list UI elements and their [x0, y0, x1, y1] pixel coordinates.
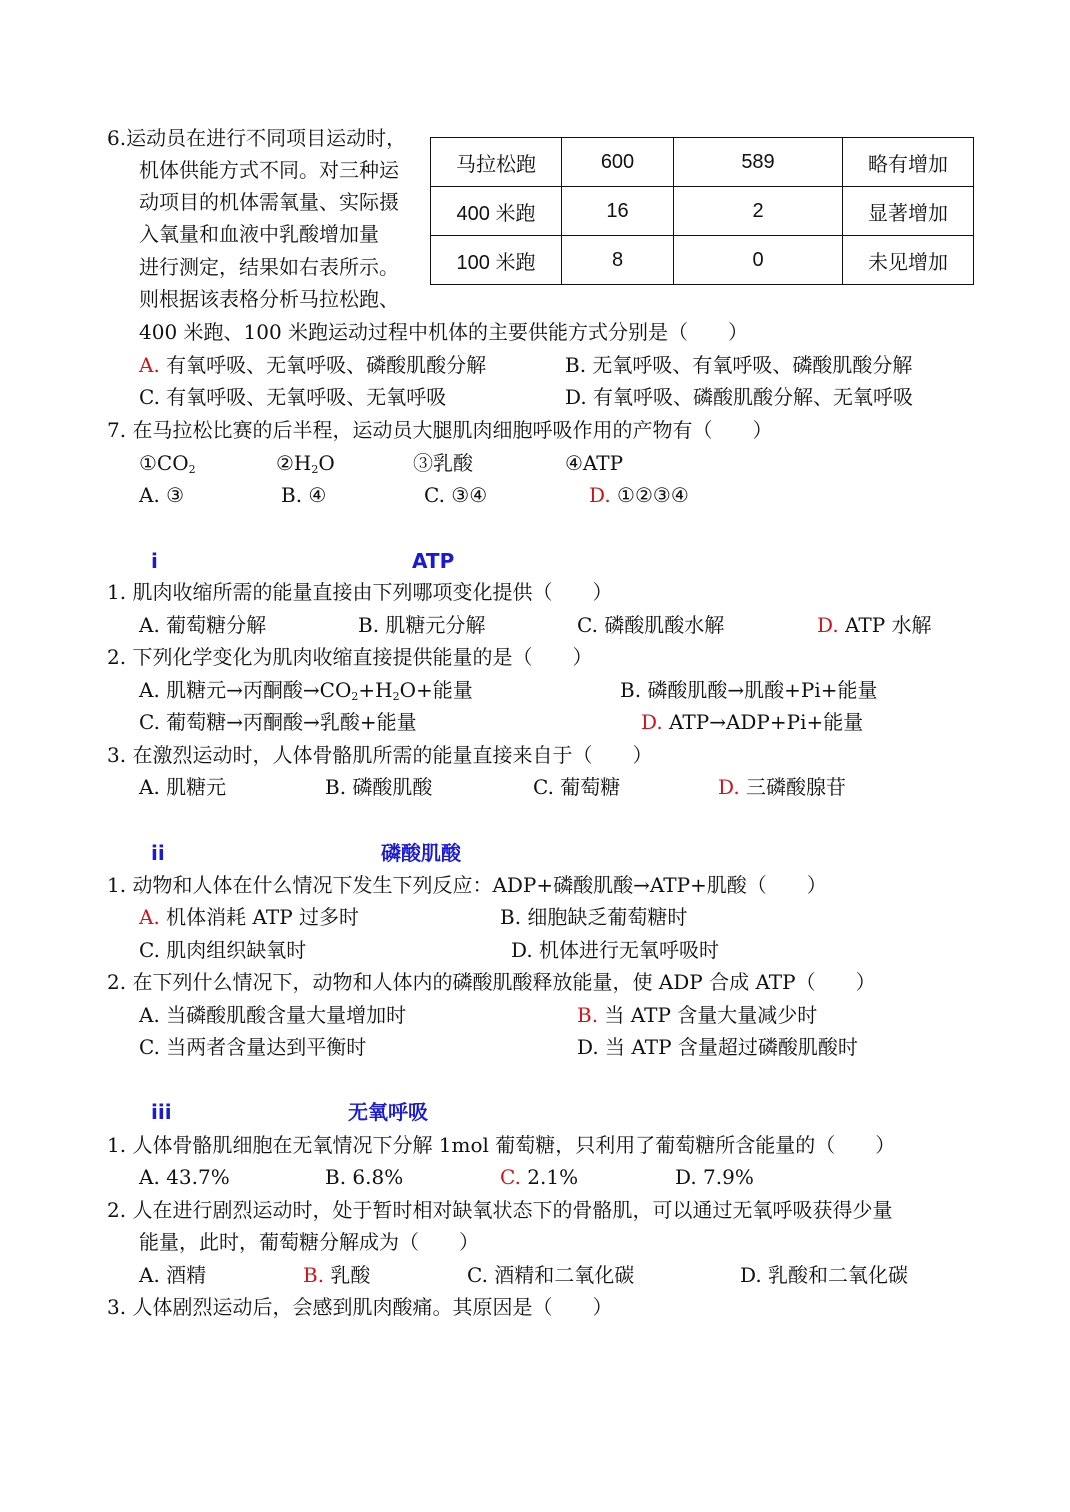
sec3-q1-option-d: D. 7.9% — [675, 1165, 754, 1189]
subscript: 2 — [188, 463, 196, 476]
table-cell: 8 — [562, 236, 674, 285]
table-cell: 600 — [562, 138, 674, 187]
q7-stem: 7. 在马拉松比赛的后半程，运动员大腿肌肉细胞呼吸作用的产物有（ ） — [107, 418, 773, 442]
sec2-q1-option-a — [139, 903, 359, 931]
answer-letter: B. — [577, 1003, 599, 1027]
table-cell: 显著增加 — [843, 187, 974, 236]
sec1-q3-option-c: C. 葡萄糖 — [533, 775, 621, 799]
option-text: O+能量 — [399, 678, 473, 702]
sec3-q2-option-b — [303, 1261, 370, 1289]
option-text: 当 ATP 含量大量减少时 — [598, 1003, 818, 1027]
table-cell: 马拉松跑 — [431, 138, 562, 187]
answer-letter: A. — [139, 905, 160, 929]
answer-letter: D. — [641, 710, 663, 734]
q6-stem-line-4: 入氧量和血液中乳酸增加量 — [139, 222, 379, 246]
sec3-q2-option-a: A. 酒精 — [139, 1263, 207, 1287]
sec1-q1-option-d — [817, 611, 932, 639]
sec3-q1-option-a: A. 43.7% — [139, 1165, 230, 1189]
sec2-q1-option-b: B. 细胞缺乏葡萄糖时 — [500, 905, 688, 929]
section-2-title: 磷酸肌酸 — [381, 841, 461, 865]
q6-stem-line-5: 进行测定，结果如右表所示。 — [139, 255, 399, 279]
sec1-q1-option-a: A. 葡萄糖分解 — [139, 613, 267, 637]
sec2-q1-option-c: C. 肌肉组织缺氧时 — [139, 938, 307, 962]
sec1-q3-option-b: B. 磷酸肌酸 — [325, 775, 433, 799]
table-cell: 未见增加 — [843, 236, 974, 285]
sec3-q2-stem-line-2: 能量，此时，葡萄糖分解成为（ ） — [139, 1230, 479, 1254]
option-text: 有氧呼吸、无氧呼吸、磷酸肌酸分解 — [159, 353, 487, 377]
section-3-title: 无氧呼吸 — [348, 1100, 428, 1124]
q6-stem-line-3: 动项目的机体需氧量、实际摄 — [139, 190, 399, 214]
sec1-q2-option-c: C. 葡萄糖→丙酮酸→乳酸+能量 — [139, 710, 417, 734]
sec2-q1-option-d: D. 机体进行无氧呼吸时 — [511, 938, 720, 962]
sec2-q2-option-c: C. 当两者含量达到平衡时 — [139, 1035, 367, 1059]
q6-option-d: D. 有氧呼吸、磷酸肌酸分解、无氧呼吸 — [565, 385, 914, 409]
q6-option-b: B. 无氧呼吸、有氧呼吸、磷酸肌酸分解 — [565, 353, 913, 377]
q6-stem-line-1: 6.运动员在进行不同项目运动时， — [107, 126, 407, 150]
item-text: ①CO — [139, 451, 189, 475]
option-text: 三磷酸腺苷 — [739, 775, 847, 799]
item-text: O — [318, 451, 335, 475]
sec2-q2-option-a: A. 当磷酸肌酸含量大量增加时 — [139, 1003, 407, 1027]
running-data-table — [430, 137, 974, 285]
section-1-title: ATP — [412, 549, 455, 573]
sec2-q2-option-b — [577, 1001, 817, 1029]
sec1-q2-stem: 2. 下列化学变化为肌肉收缩直接提供能量的是（ ） — [107, 645, 593, 669]
q6-option-c: C. 有氧呼吸、无氧呼吸、无氧呼吸 — [139, 385, 447, 409]
section-2-number: ii — [151, 841, 165, 865]
subscript: 2 — [351, 690, 359, 703]
sec1-q3-stem: 3. 在激烈运动时，人体骨骼肌所需的能量直接来自于（ ） — [107, 743, 653, 767]
answer-letter: D. — [817, 613, 839, 637]
q7-item-3: ③乳酸 — [413, 451, 473, 475]
table-cell: 16 — [562, 187, 674, 236]
sec3-q2-stem-line-1: 2. 人在进行剧烈运动时，处于暂时相对缺氧状态下的骨骼肌，可以通过无氧呼吸获得少量 — [107, 1198, 893, 1222]
answer-letter: C. — [500, 1165, 521, 1189]
section-3-number: iii — [151, 1100, 172, 1124]
sec1-q1-option-b: B. 肌糖元分解 — [358, 613, 486, 637]
sec1-q1-stem: 1. 肌肉收缩所需的能量直接由下列哪项变化提供（ ） — [107, 580, 613, 604]
sec2-q2-option-d: D. 当 ATP 含量超过磷酸肌酸时 — [577, 1035, 858, 1059]
table-cell: 略有增加 — [843, 138, 974, 187]
answer-letter: A. — [139, 353, 160, 377]
sec2-q1-stem: 1. 动物和人体在什么情况下发生下列反应：ADP+磷酸肌酸→ATP+肌酸（ ） — [107, 873, 827, 897]
q6-stem-line-6: 则根据该表格分析马拉松跑、 — [139, 287, 399, 311]
q7-option-d — [589, 481, 689, 509]
option-text: ①②③④ — [610, 483, 689, 507]
q6-stem-line-2: 机体供能方式不同。对三种运 — [139, 158, 399, 182]
sec3-q2-option-d: D. 乳酸和二氧化碳 — [740, 1263, 909, 1287]
sec3-q1-option-c — [500, 1163, 578, 1191]
sec2-q2-stem: 2. 在下列什么情况下，动物和人体内的磷酸肌酸释放能量，使 ADP 合成 ATP（ ） — [107, 970, 876, 994]
option-text: 2.1% — [520, 1165, 579, 1189]
section-1-number: i — [151, 549, 158, 573]
q7-item-4: ④ATP — [565, 451, 624, 475]
q6-stem-line-7: 400 米跑、100 米跑运动过程中机体的主要供能方式分别是（ ） — [139, 320, 749, 344]
table-cell: 2 — [674, 187, 843, 236]
table-row — [431, 187, 974, 236]
table-row — [431, 236, 974, 285]
sec3-q1-option-b: B. 6.8% — [325, 1165, 404, 1189]
sec3-q3-stem: 3. 人体剧烈运动后，会感到肌肉酸痛。其原因是（ ） — [107, 1295, 613, 1319]
answer-letter: D. — [718, 775, 740, 799]
option-text: ATP→ADP+Pi+能量 — [662, 710, 864, 734]
sec1-q3-option-d — [718, 773, 846, 801]
subscript: 2 — [311, 463, 319, 476]
table-cell: 0 — [674, 236, 843, 285]
answer-letter: D. — [589, 483, 611, 507]
table-cell: 100 米跑 — [431, 236, 562, 285]
sec1-q3-option-a: A. 肌糖元 — [139, 775, 227, 799]
option-text: 乳酸 — [324, 1263, 371, 1287]
q7-item-2 — [276, 449, 335, 484]
sec1-q2-option-a — [139, 676, 473, 711]
option-text: +H — [358, 678, 393, 702]
q7-option-a: A. ③ — [139, 483, 185, 507]
sec3-q2-option-c: C. 酒精和二氧化碳 — [467, 1263, 635, 1287]
sec1-q1-option-c: C. 磷酸肌酸水解 — [577, 613, 725, 637]
q6-option-a — [139, 351, 486, 379]
option-text: A. 肌糖元→丙酮酸→CO — [139, 678, 352, 702]
q7-option-c: C. ③④ — [424, 483, 488, 507]
sec1-q2-option-b: B. 磷酸肌酸→肌酸+Pi+能量 — [620, 678, 878, 702]
table-row — [431, 138, 974, 187]
q7-item-1 — [139, 449, 196, 484]
table-cell: 589 — [674, 138, 843, 187]
subscript: 2 — [392, 690, 400, 703]
q7-option-b: B. ④ — [281, 483, 327, 507]
option-text: ATP 水解 — [838, 613, 932, 637]
option-text: 机体消耗 ATP 过多时 — [159, 905, 360, 929]
sec1-q2-option-d — [641, 708, 863, 736]
answer-letter: B. — [303, 1263, 325, 1287]
sec3-q1-stem: 1. 人体骨骼肌细胞在无氧情况下分解 1mol 葡萄糖，只利用了葡萄糖所含能量的（ ） — [107, 1133, 896, 1157]
item-text: ②H — [276, 451, 312, 475]
table-cell: 400 米跑 — [431, 187, 562, 236]
